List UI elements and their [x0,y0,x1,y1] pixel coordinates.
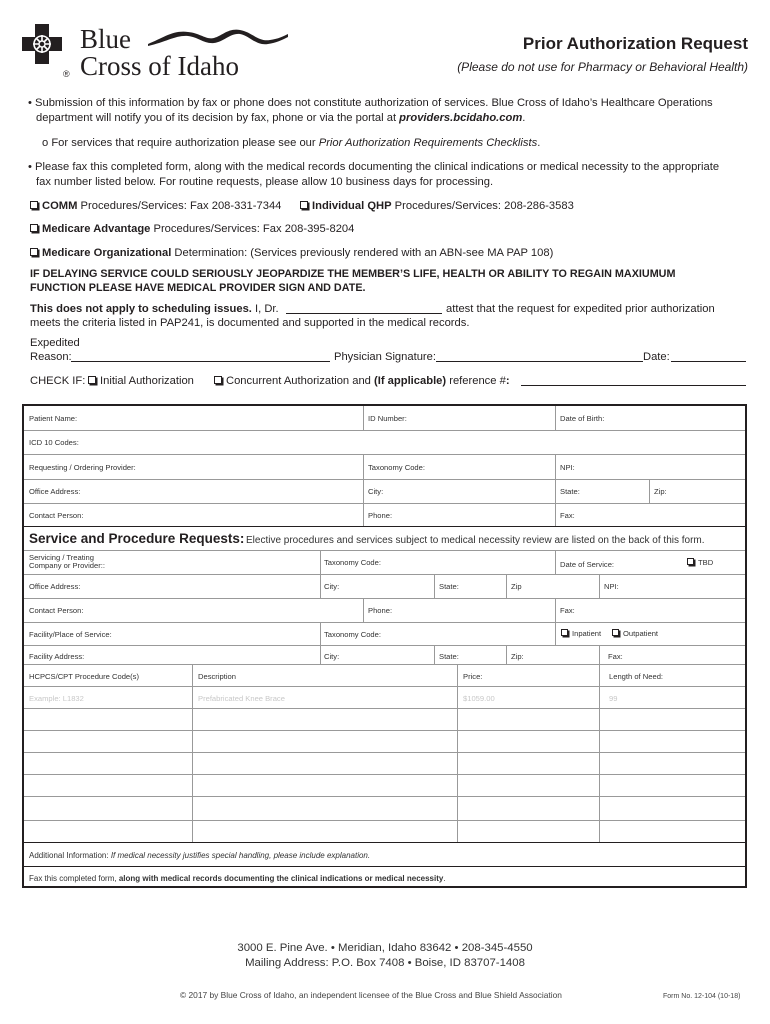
if-applicable-label: (If applicable) [374,375,447,387]
additional-information-hint: If medical necessity justifies special handling, please include explanation. [110,851,371,860]
service-procedure-title: Service and Procedure Requests: [29,531,245,546]
form-number: Form No. 12-104 (10-18) [663,993,741,1000]
npi-label: NPI: [560,463,575,472]
expedited-label: Expedited [30,337,80,349]
fax-label: Fax: [560,511,575,520]
service-state-label: State: [439,582,459,591]
service-phone-label: Phone: [368,606,393,615]
price-header: Price: [463,672,483,681]
intro-bullet-1-line-2 [36,111,525,126]
office-address-label: Office Address: [29,487,81,496]
reference-colon: : [505,375,510,387]
attest-dr: I, Dr. [251,303,279,315]
medicare-organizational-text: Determination: (Services previously rendered with an ABN-see MA PAP 108) [171,247,554,259]
example-length: 99 [609,694,618,703]
concurrent-label: Concurrent Authorization and [226,375,375,387]
servicing-label-line-1: Servicing / Treating [29,553,94,562]
requesting-provider-label: Requesting / Ordering Provider: [29,463,136,472]
request-form [22,404,747,888]
doctor-name-line[interactable] [286,313,442,314]
initial-authorization-checkbox[interactable] [88,376,96,384]
comm-option[interactable] [30,199,281,214]
inpatient-label: Inpatient [572,629,602,638]
icd-codes-label: ICD 10 Codes: [29,438,79,447]
date-label: Date: [643,351,670,363]
facility-address-label: Facility Address: [29,652,85,661]
initial-authorization-option[interactable] [88,374,194,389]
state-label: State: [560,487,580,496]
medicare-advantage-checkbox[interactable] [30,224,38,232]
fax-instruction-text: Fax this completed form, [29,874,119,883]
contact-person-label: Contact Person: [29,511,84,520]
medicare-organizational-option[interactable] [30,246,553,261]
reason-line[interactable] [71,361,330,362]
logo-name-line1: Blue [80,24,131,54]
facility-place-label: Facility/Place of Service: [29,630,112,639]
medicare-organizational-label: Medicare Organizational [42,247,172,259]
page-title: Prior Authorization Request [522,34,748,53]
facility-state-label: State: [439,652,459,661]
facility-zip-label: Zip: [511,652,524,661]
patient-name-label: Patient Name: [29,414,78,423]
page-subtitle: (Please do not use for Pharmacy or Behavioral Health) [457,60,748,74]
outpatient-checkbox[interactable] [612,629,619,636]
fax-instruction-end: . [443,874,446,883]
concurrent-authorization-checkbox[interactable] [214,376,222,384]
physician-signature-line[interactable] [436,361,643,362]
service-npi-label: NPI: [604,582,619,591]
initial-authorization-label: Initial Authorization [100,375,194,387]
date-of-service-label: Date of Service: [560,560,615,569]
check-if-label: CHECK IF: [30,375,86,387]
id-number-label: ID Number: [368,414,407,423]
logo-name-line2: Cross of Idaho [80,51,239,81]
reason-label: Reason: [30,351,72,363]
intro-bullet-1-line-1: • Submission of this information by fax or phone does not constitute authorization of services. Blue Cross of Idaho’s Healthcare Operations [28,97,713,109]
scheduling-bold: This does not apply to scheduling issues. [30,303,252,315]
warning-line-1: IF DELAYING SERVICE COULD SERIOUSLY JEOPARDIZE THE MEMBER’S LIFE, HEALTH OR ABILITY TO REGAIN MAXIUMUM [30,268,676,280]
qhp-fax: Procedures/Services: 208-286-3583 [391,200,574,212]
date-of-birth-label: Date of Birth: [560,414,605,423]
length-of-need-header: Length of Need: [609,672,664,681]
copyright: © 2017 by Blue Cross of Idaho, an independent licensee of the Blue Cross and Blue Shield Association [180,990,562,1000]
service-taxonomy-label: Taxonomy Code: [324,558,381,567]
checklists-reference: Prior Authorization Requirements Checklists [318,137,538,149]
medicare-advantage-option[interactable] [30,222,354,237]
example-price: $1059.00 [463,694,495,703]
procedure-code-header: HCPCS/CPT Procedure Code(s) [29,672,140,681]
attest-text-line-2: meets the criteria listed in PAP241, is documented and supported in the medical records. [30,317,470,329]
medicare-organizational-checkbox[interactable] [30,248,38,256]
fax-instruction [29,874,446,883]
example-description: Prefabricated Knee Brace [198,694,285,703]
inpatient-checkbox[interactable] [561,629,568,636]
intro-bullet-2-line-1: • Please fax this completed form, along with the medical records documenting the clinical indications or medical necessity to the appropriate [28,161,720,173]
service-contact-label: Contact Person: [29,606,84,615]
medicare-advantage-label: Medicare Advantage [42,223,151,235]
zip-label: Zip: [654,487,667,496]
phone-label: Phone: [368,511,393,520]
service-city-label: City: [324,582,340,591]
physician-signature-label: Physician Signature: [334,351,436,363]
facility-city-label: City: [324,652,340,661]
concurrent-authorization-option[interactable] [214,374,510,389]
mountain-icon [148,24,288,50]
intro-period: . [522,112,526,124]
intro-bullet-2-line-2: fax number listed below. For routine requests, please allow 10 business days for processing. [36,176,494,188]
service-office-address-label: Office Address: [29,582,81,591]
comm-fax: Procedures/Services: Fax 208-331-7344 [77,200,282,212]
reference-number-line[interactable] [521,385,746,386]
city-label: City: [368,487,384,496]
scheduling-note [30,302,279,317]
qhp-checkbox[interactable] [300,201,308,209]
facility-taxonomy-label: Taxonomy Code: [324,630,381,639]
facility-fax-label: Fax: [608,652,623,661]
blue-cross-icon [22,24,62,64]
intro-text: department will notify you of its decision by fax, phone or via the portal at [36,112,400,124]
reference-label: reference # [446,375,506,387]
registered-mark: ® [63,69,70,79]
sub-bullet-period: . [537,137,541,149]
portal-link[interactable]: providers.bcidaho.com [399,112,523,124]
qhp-option[interactable] [300,199,574,214]
footer-mailing-address: Mailing Address: P.O. Box 7408 • Boise, ID 83707-1408 [245,957,525,969]
date-line[interactable] [671,361,746,362]
warning-line-2: FUNCTION PLEASE HAVE MEDICAL PROVIDER SIGN AND DATE. [30,282,366,294]
inpatient-option[interactable] [561,629,601,638]
intro-sub-bullet [42,136,540,151]
outpatient-label: Outpatient [623,629,659,638]
tbd-label: TBD [698,558,714,567]
outpatient-option[interactable] [612,629,658,638]
description-header: Description [198,672,236,681]
example-code: Example: L1832 [29,694,84,703]
qhp-label: Individual QHP [312,200,392,212]
sub-bullet-text: o For services that require authorization please see our [42,137,319,149]
service-zip-label: Zip [511,582,522,591]
medicare-advantage-fax: Procedures/Services: Fax 208-395-8204 [150,223,355,235]
comm-label: COMM [42,200,78,212]
tbd-checkbox[interactable] [687,558,694,565]
attest-text: attest that the request for expedited prior authorization [446,303,715,315]
service-fax-label: Fax: [560,606,575,615]
comm-checkbox[interactable] [30,201,38,209]
fax-instruction-bold: along with medical records documenting the clinical indications or medical necessity [118,874,444,883]
blue-cross-logo [22,24,282,84]
servicing-label-line-2: Company or Provider:: [29,561,105,570]
additional-information-label: Additional Information: [29,851,111,860]
tbd-option[interactable] [687,558,713,567]
servicing-provider-label [29,554,105,570]
footer-address: 3000 E. Pine Ave. • Meridian, Idaho 83642 • 208-345-4550 [237,942,533,954]
service-procedure-note: Elective procedures and services subject to medical necessity review are listed on the back of this form. [246,535,705,546]
taxonomy-code-label: Taxonomy Code: [368,463,425,472]
additional-information [29,851,370,860]
